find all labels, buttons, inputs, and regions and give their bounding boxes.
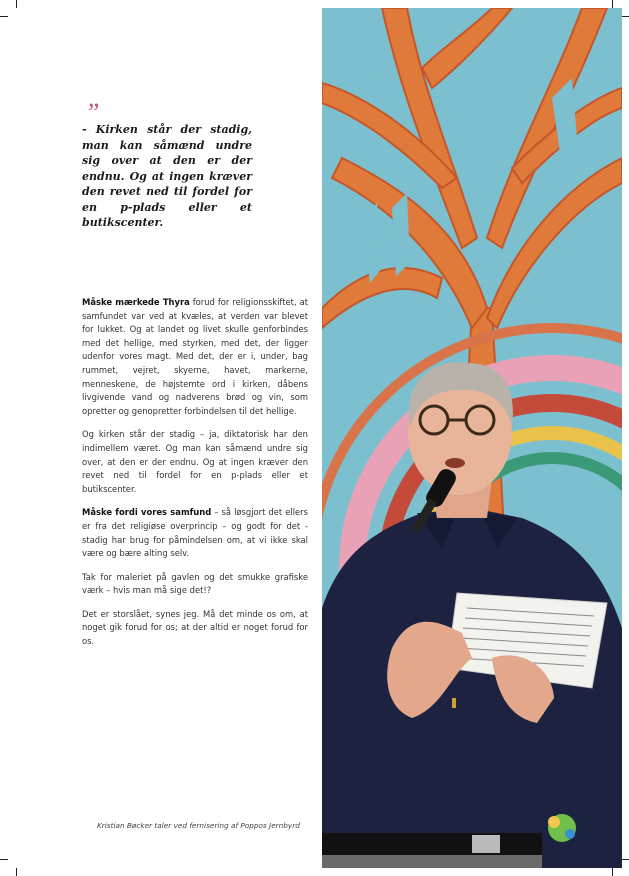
article-body [82, 296, 308, 659]
crop-mark-top-left [16, 0, 17, 8]
crop-mark-top-right [612, 0, 613, 8]
paragraph-3-text: – så løsgjort det ellers er fra det religiøse overprincip – og godt for det - stadig har brug for påmindelsen om, at vi ikke skal være og bære alting selv. [82, 507, 308, 559]
crop-mark-bottom-right-h [621, 859, 629, 860]
crop-mark-bottom-left-h [0, 859, 8, 860]
crop-mark-bottom-right [612, 868, 613, 876]
paragraph-3-lead: Måske fordi vores samfund [82, 507, 212, 518]
crop-mark-bottom-left [16, 868, 17, 876]
pull-quote: - Kirken står der stadig, man kan såmænd undre sig over at den er der endnu. Og at ingen kræver den revet ned til fordel for en p-plads eller et butikscenter. [82, 123, 252, 229]
paragraph-3 [82, 506, 308, 560]
speaker-photo [322, 8, 622, 868]
quote-mark: ” [85, 98, 100, 127]
paragraph-1-lead: Måske mærkede Thyra [82, 297, 190, 307]
paragraph-2: Og kirken står der stadig – ja, diktatorisk har den indimellem været. Og man kan såmænd undre sig over, at den er der endnu. Og at ingen kræver den revet ned til fordel for en p-plads eller et butikscenter. [82, 429, 308, 494]
paragraph-5: Det er storslået, synes jeg. Må det minde os om, at noget gik forud for os; at der altid er noget forud for os. [82, 608, 308, 647]
paragraph-1 [82, 296, 308, 418]
paragraph-1-text: forud for religionsskiftet, at samfundet var ved at kvæles, at verden var blevet for lukket. Og at landet og livet skulle genforbindes med det hellige, med styrken, med det, der ligger udenfor vores magt. Med det, der er i, under, bag rummet, vejret, skyerne, havet, markerne, menneskene, de højstemte ord i kirken, dåbens livgivende vand og nadverens brød og vin, som opretter og genopretter forbindelsen til det hellige. [82, 297, 308, 416]
speaker-photo-illustration [322, 8, 622, 868]
crop-mark-top-right-h [621, 16, 629, 17]
crop-mark-top-left-h [0, 16, 8, 17]
paragraph-4: Tak for maleriet på gavlen og det smukke grafiske værk – hvis man må sige det!? [82, 571, 308, 596]
photo-caption: Kristian Bøcker taler ved fernisering af Poppos Jernbyrd [97, 821, 300, 830]
